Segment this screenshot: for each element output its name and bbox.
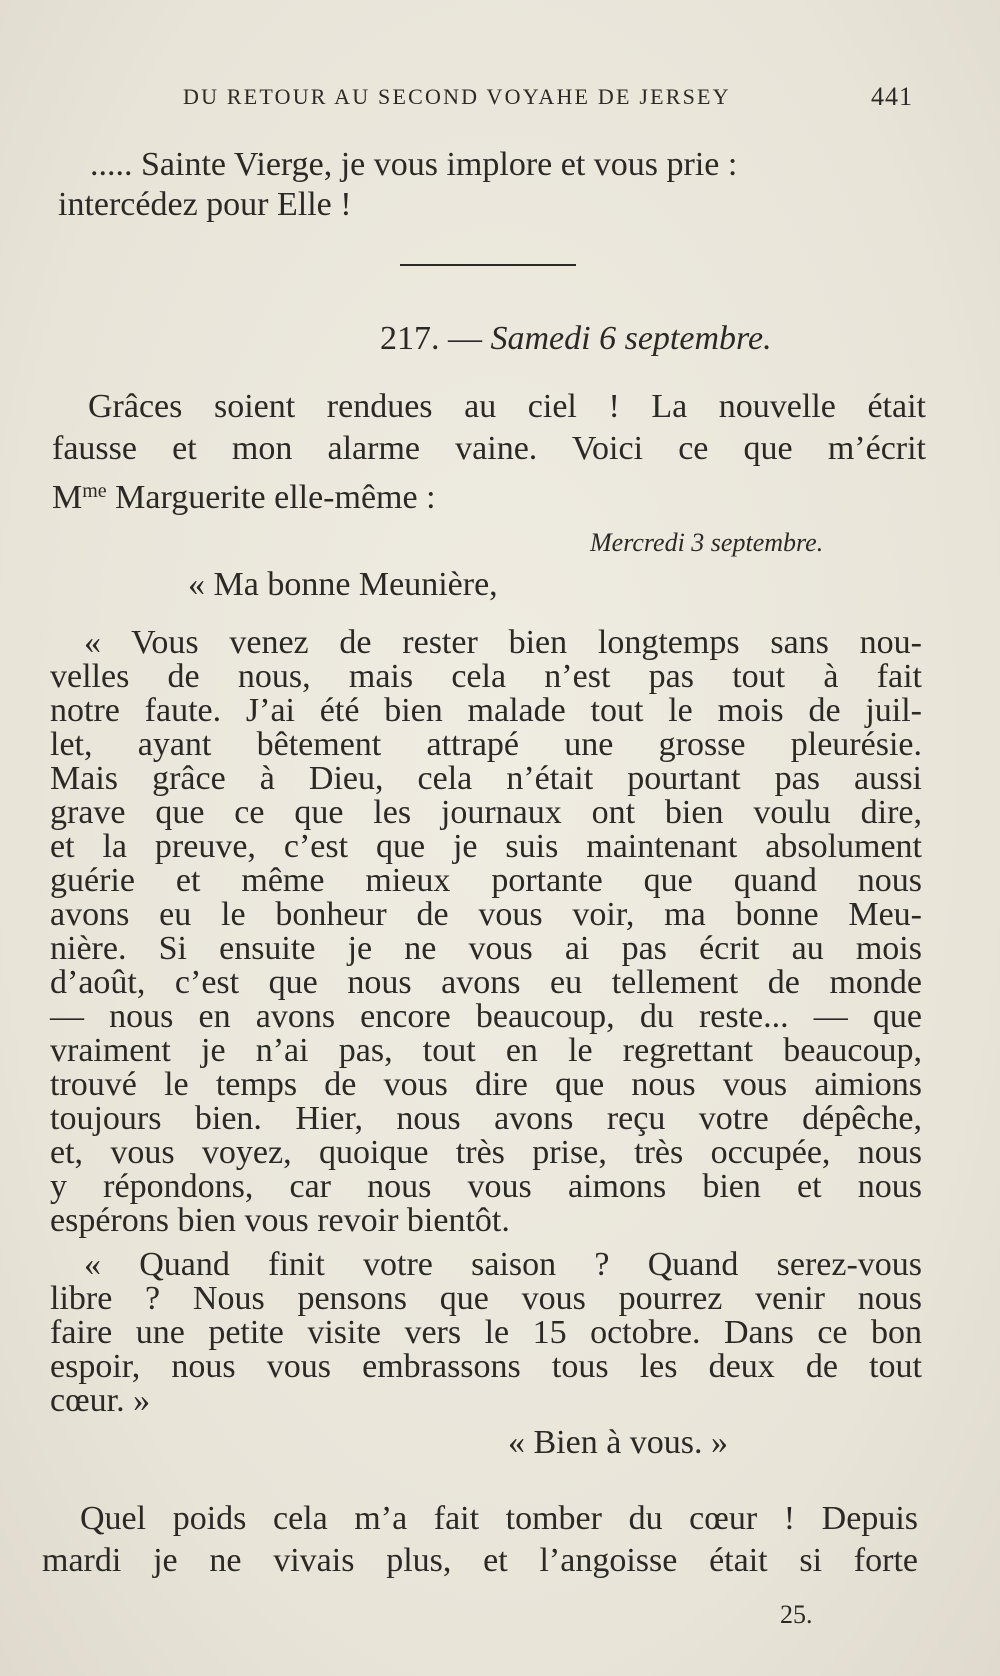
- signature-mark: 25.: [780, 1600, 813, 1629]
- page-number: 441: [871, 82, 913, 111]
- honorific: M: [52, 479, 83, 516]
- para1-line-3-rest: Marguerite elle-même :: [106, 479, 436, 516]
- para1-line-2: fausse et mon alarme vaine. Voici ce que m’écrit: [52, 430, 926, 467]
- entry-heading: [380, 320, 772, 358]
- entry-number: 217. —: [380, 320, 482, 357]
- letter-body-line-4: let, ayant bêtement attrapé une grosse pleurésie.: [50, 726, 922, 763]
- letter-body-line-5: Mais grâce à Dieu, cela n’était pourtant pas aussi: [50, 760, 922, 797]
- para1-line-1: Grâces soient rendues au ciel ! La nouvelle était: [88, 388, 926, 425]
- letter-body-line-10: nière. Si ensuite je ne vous ai pas écrit au mois: [50, 930, 922, 967]
- para1-line-3: [52, 474, 436, 515]
- running-head: [183, 80, 913, 114]
- letter-body2-line-3: faire une petite visite vers le 15 octobre. Dans ce bon: [50, 1314, 922, 1351]
- letter-body-line-9: avons eu le bonheur de vous voir, ma bonne Meu-: [50, 896, 922, 933]
- opening-line-1: ..... Sainte Vierge, je vous implore et vous prie :: [90, 146, 738, 183]
- honorific-superscript: me: [82, 480, 107, 502]
- para2-line-2: mardi je ne vivais plus, et l’angoisse était si forte: [42, 1542, 918, 1579]
- letter-body-line-13: vraiment je n’ai pas, tout en le regrettant beaucoup,: [50, 1032, 922, 1069]
- letter-body-line-8: guérie et même mieux portante que quand nous: [50, 862, 922, 899]
- letter-body-line-14: trouvé le temps de vous dire que nous vous aimions: [50, 1066, 922, 1103]
- opening-line-2: intercédez pour Elle !: [58, 186, 352, 223]
- letter-body2-line-2: libre ? Nous pensons que vous pourrez venir nous: [50, 1280, 922, 1317]
- letter-body-line-11: d’août, c’est que nous avons eu tellement de monde: [50, 964, 922, 1001]
- letter-closing: « Bien à vous. »: [508, 1424, 729, 1461]
- running-head-title: DU RETOUR AU SECOND VOYAHE DE JERSEY: [183, 84, 731, 109]
- letter-body-line-2: velles de nous, mais cela n’est pas tout à fait: [50, 658, 922, 695]
- para2-line-1: Quel poids cela m’a fait tomber du cœur ! Depuis: [80, 1500, 918, 1537]
- letter-body2-line-5: cœur. »: [50, 1382, 151, 1419]
- letter-body-line-17: y répondons, car nous vous aimons bien et nous: [50, 1168, 922, 1205]
- letter-body2-line-4: espoir, nous vous embrassons tous les deux de tout: [50, 1348, 922, 1385]
- section-rule: [400, 264, 576, 266]
- letter-salutation: « Ma bonne Meunière,: [188, 566, 498, 603]
- letter-body2-line-1: « Quand finit votre saison ? Quand serez-vous: [84, 1246, 922, 1283]
- letter-body-line-12: — nous en avons encore beaucoup, du reste... — que: [50, 998, 922, 1035]
- letter-dateline: Mercredi 3 septembre.: [590, 528, 824, 557]
- letter-body-line-16: et, vous voyez, quoique très prise, très occupée, nous: [50, 1134, 922, 1171]
- letter-body-line-15: toujours bien. Hier, nous avons reçu votre dépêche,: [50, 1100, 922, 1137]
- entry-date: Samedi 6 septembre.: [490, 320, 772, 357]
- letter-body-line-18: espérons bien vous revoir bientôt.: [50, 1202, 510, 1239]
- letter-body-line-6: grave que ce que les journaux ont bien voulu dire,: [50, 794, 922, 831]
- letter-body-line-7: et la preuve, c’est que je suis maintenant absolument: [50, 828, 922, 865]
- letter-body-line-1: « Vous venez de rester bien longtemps sans nou-: [84, 624, 922, 661]
- letter-body-line-3: notre faute. J’ai été bien malade tout le mois de juil-: [50, 692, 922, 729]
